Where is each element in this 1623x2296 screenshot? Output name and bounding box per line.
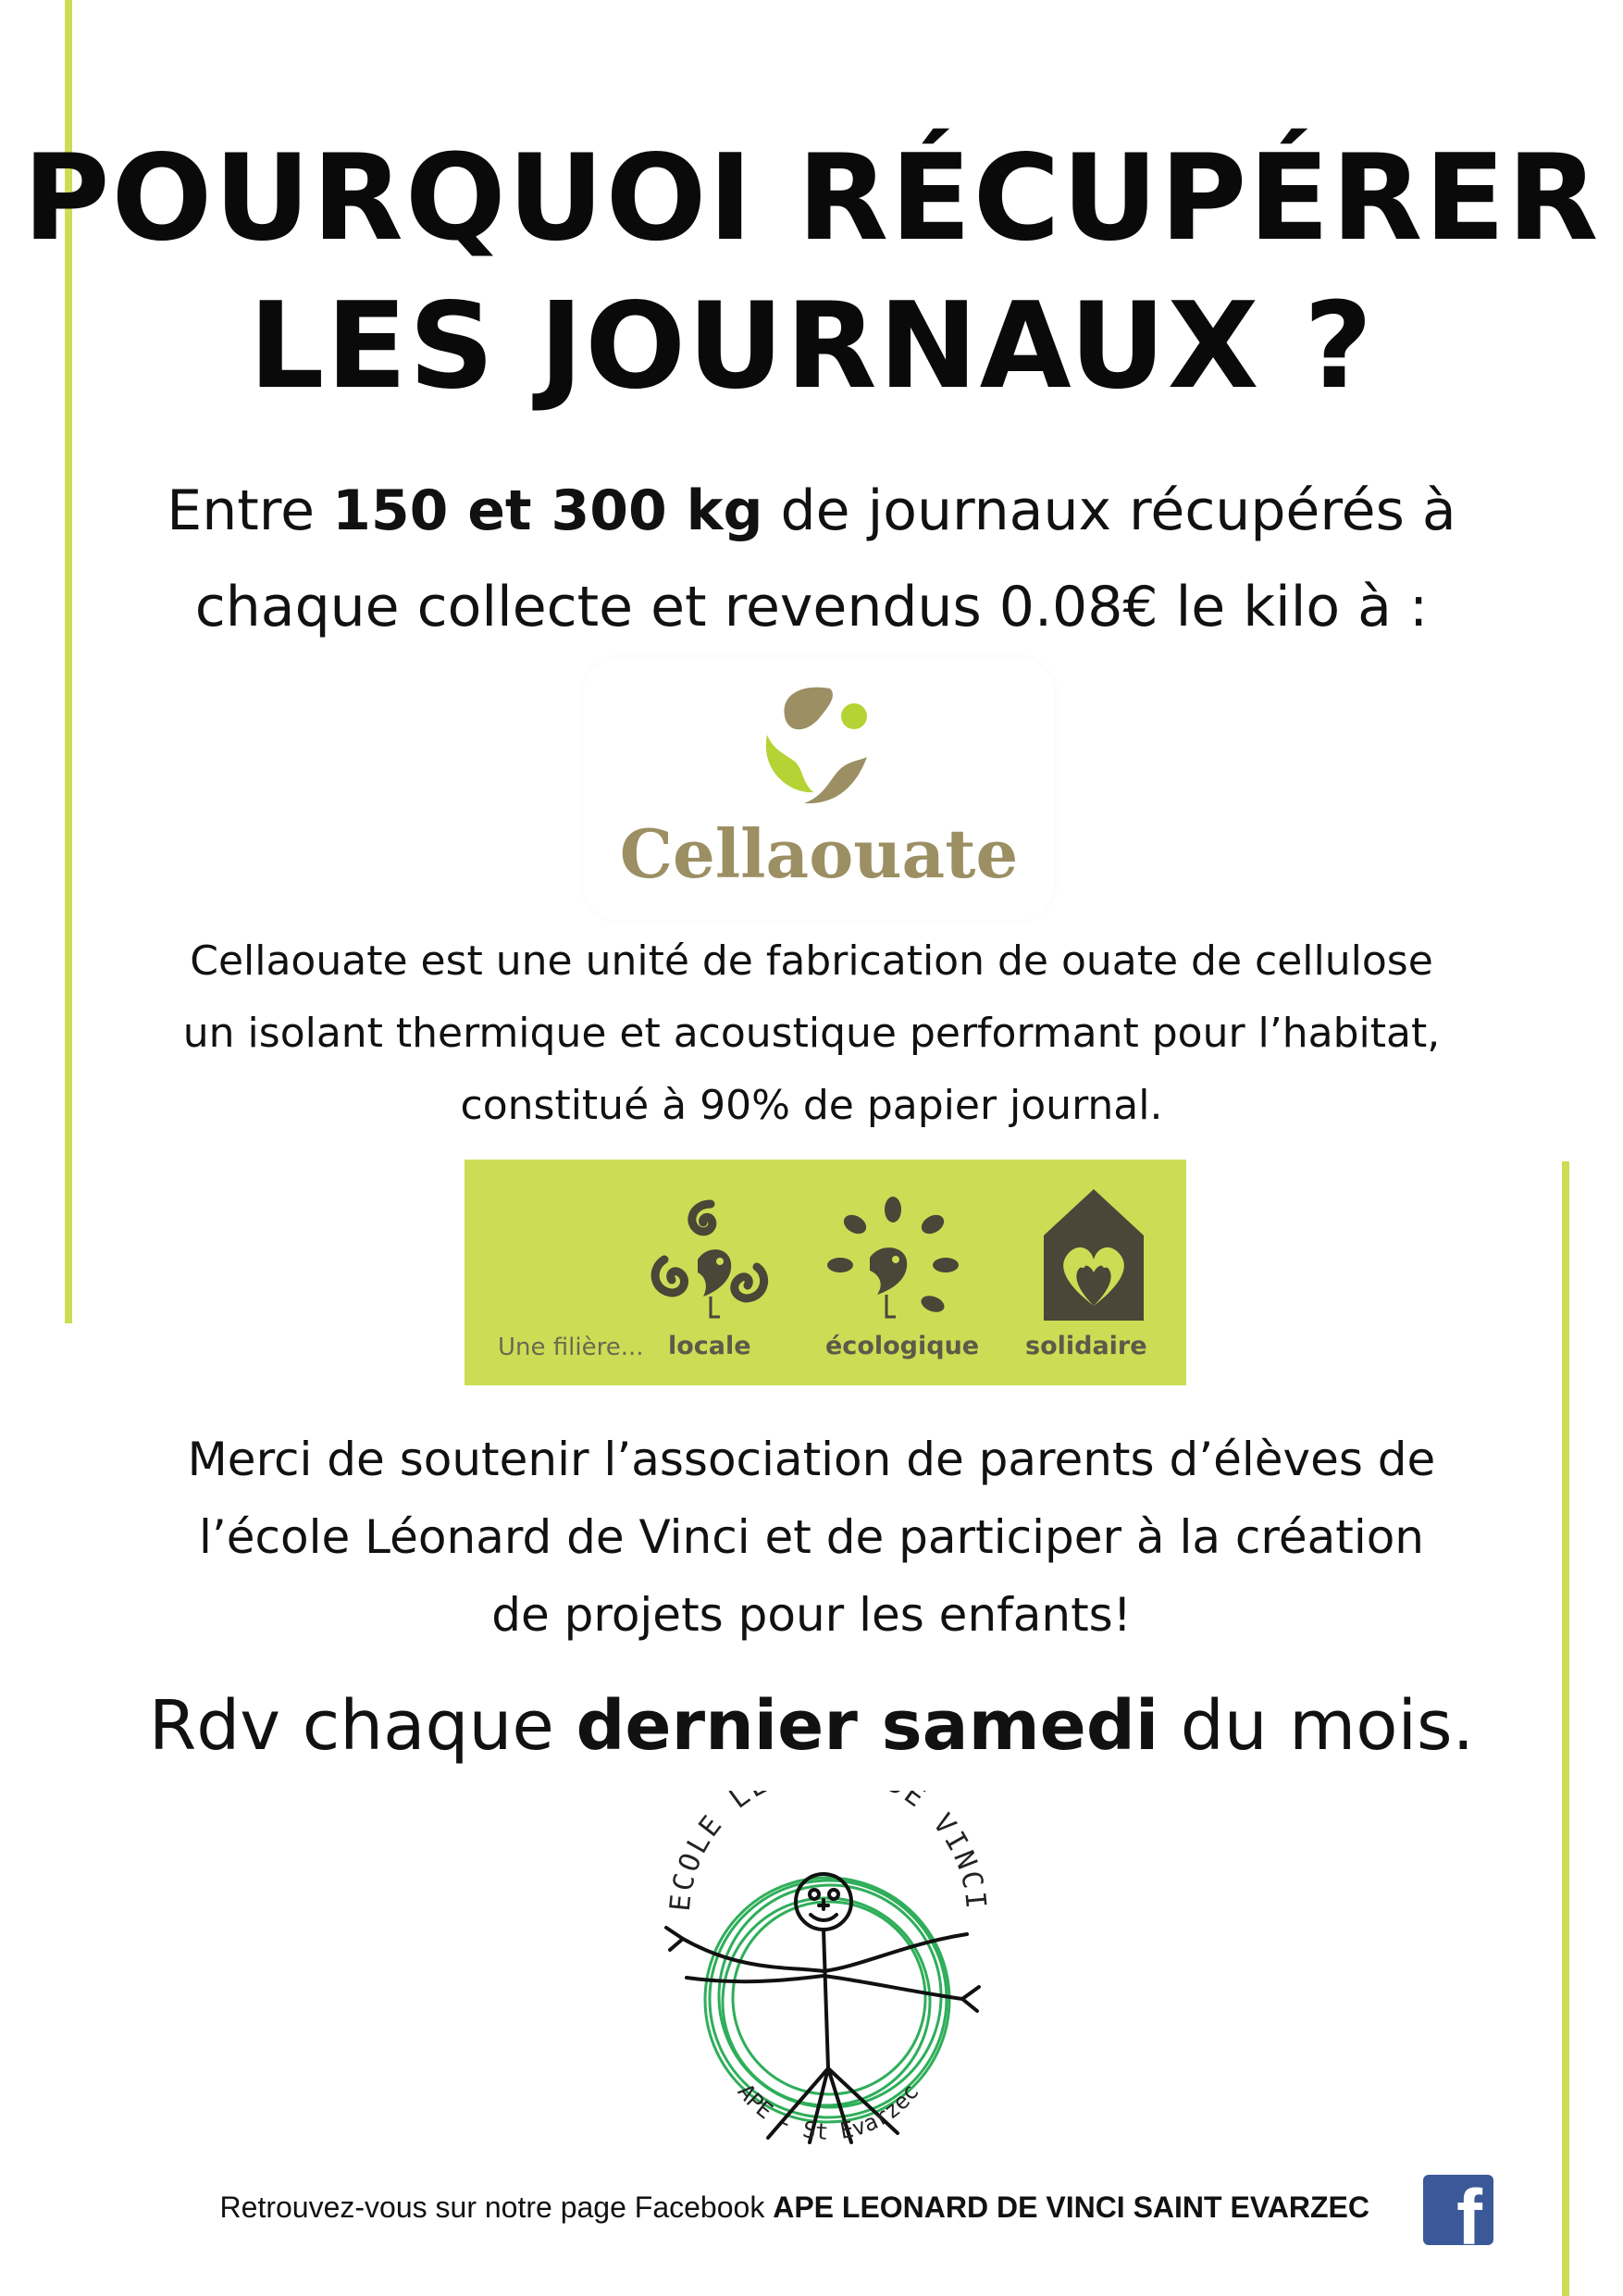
filiere-intro: Une filière... [498, 1334, 644, 1361]
school-logo-top-text: ECOLE L E VINCI [663, 1791, 993, 1913]
title-line-2: LES JOURNAUX ? [248, 278, 1375, 416]
filiere-item-locale: locale [668, 1332, 751, 1360]
intro-text [0, 463, 1623, 655]
filiere-item-ecologique: écologique [825, 1332, 980, 1360]
rdv-day: dernier samedi [576, 1686, 1159, 1766]
facebook-page-name[interactable]: APE LEONARD DE VINCI SAINT EVARZEC [773, 2191, 1369, 2224]
cellaouate-emblem-icon [763, 683, 874, 813]
filiere-item-solidaire: solidaire [1025, 1332, 1147, 1360]
cellaouate-wordmark: Cellaouate [619, 814, 1019, 893]
facebook-icon[interactable]: f [1423, 2175, 1493, 2245]
leaves-bird-icon [824, 1195, 962, 1324]
thanks-message: Merci de soutenir l’association de parents d’élèves de l’école Léonard de Vinci et de participer à la création de projets pour les enfants! [187, 1433, 1436, 1642]
vitruvian-stick-figure-icon [638, 1791, 1018, 2170]
intro-weight-range: 150 et 300 kg [332, 478, 763, 543]
intro-line-2: chaque collecte et revendus 0.08€ le kilo à : [194, 575, 1429, 639]
school-logo-bottom-text: APE - St Evarzec [732, 2079, 924, 2145]
title-line-1: POURQUOI RÉCUPÉRER [22, 130, 1601, 267]
rdv-message: Rdv chaque dernier samedi du mois. [148, 1686, 1475, 1766]
svg-text:APE - St Evarzec [733, 2079, 924, 2145]
house-heart-icon [1040, 1185, 1147, 1324]
intro-line-1: Entre 150 et 300 kg de journaux récupérés à [167, 478, 1456, 543]
cellaouate-logo [583, 657, 1055, 921]
cellaouate-description: Cellaouate est une unité de fabrication de ouate de cellulose un isolant thermique et acoustique performant pour l’habitat, constitué à 90% de papier journal. [182, 937, 1441, 1129]
school-logo [638, 1791, 1018, 2170]
swirl-bird-icon [646, 1195, 775, 1324]
filiere-panel [465, 1160, 1186, 1385]
page-title [0, 125, 1623, 421]
footer-text: Retrouvez-vous sur notre page Facebook APE LEONARD DE VINCI SAINT EVARZEC [219, 2191, 1369, 2224]
